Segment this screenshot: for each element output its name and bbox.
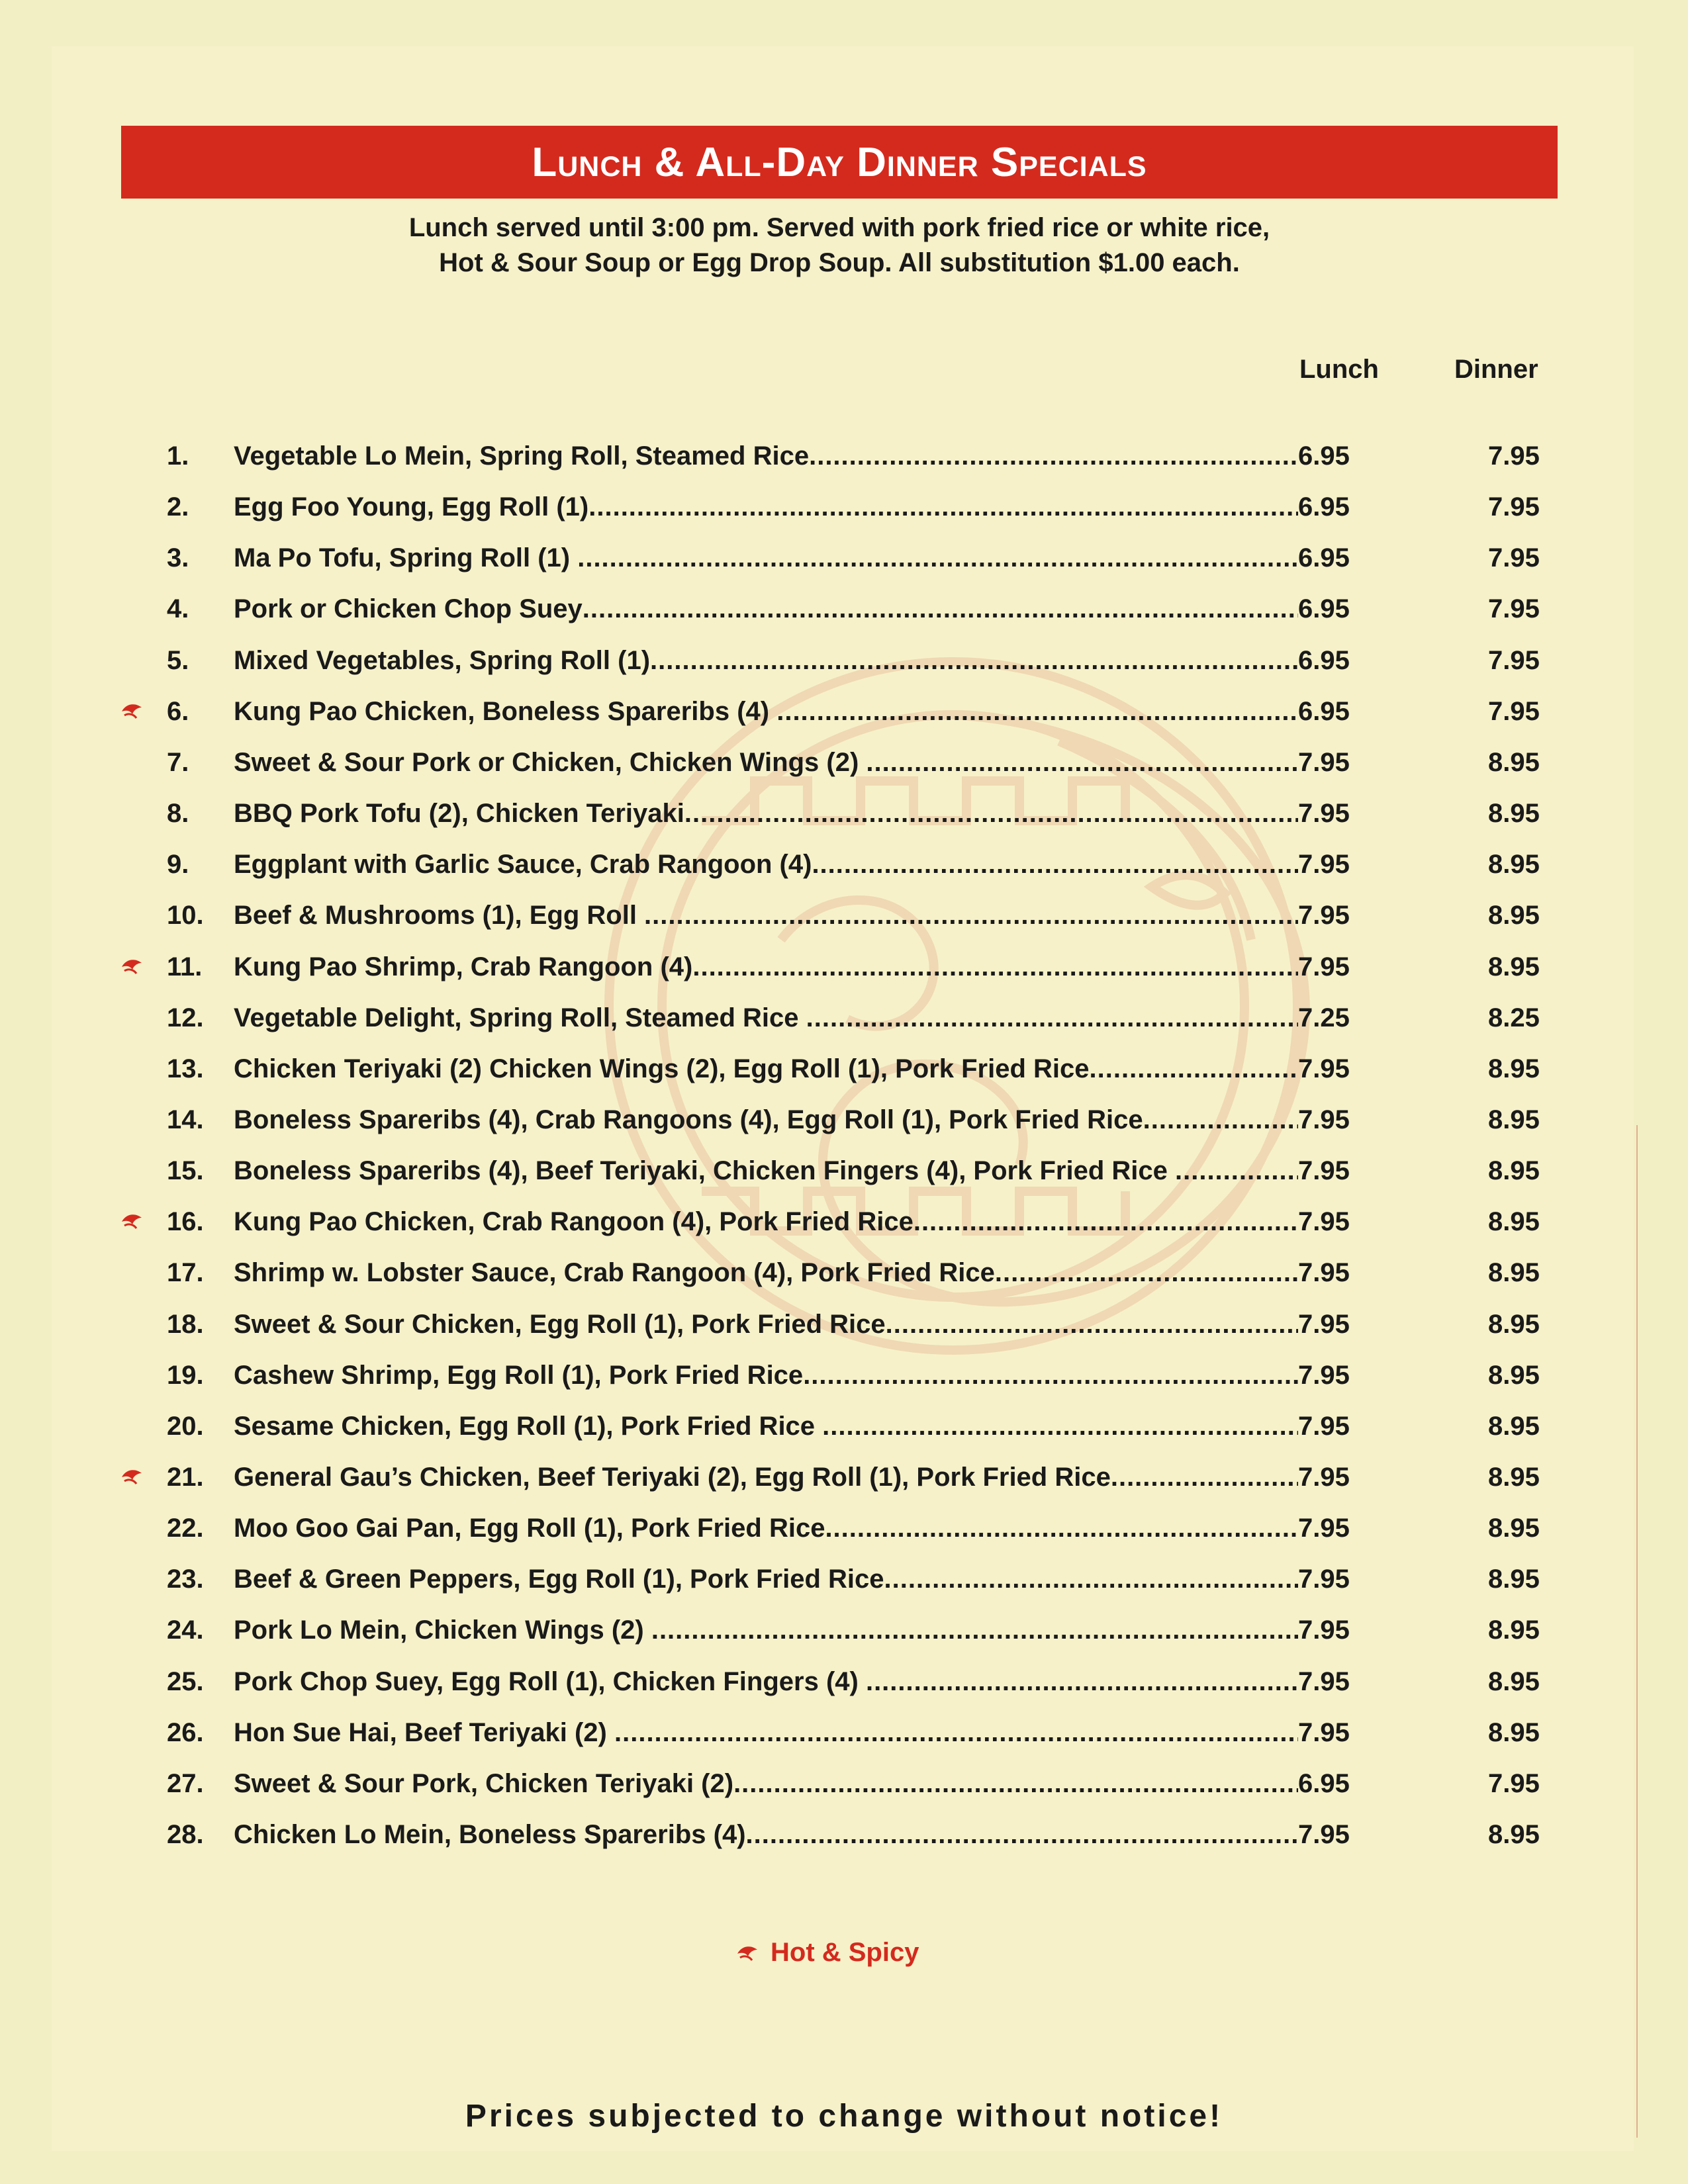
dot-leader bbox=[806, 1003, 1298, 1033]
intro-line-2: Hot & Sour Soup or Egg Drop Soup. All substitution $1.00 each. bbox=[439, 248, 1240, 277]
dinner-price: 8.95 bbox=[1488, 1309, 1540, 1339]
menu-item-row bbox=[0, 492, 1688, 532]
dot-leader bbox=[577, 543, 1298, 573]
item-name: Beef & Green Peppers, Egg Roll (1), Pork Fried Rice bbox=[234, 1565, 884, 1594]
hot-spicy-icon bbox=[119, 1467, 146, 1486]
dinner-price: 7.95 bbox=[1488, 1768, 1540, 1798]
item-number: 22. bbox=[167, 1514, 204, 1543]
dot-leader bbox=[995, 1258, 1298, 1288]
item-leader bbox=[234, 1514, 1298, 1543]
menu-item-row bbox=[0, 1003, 1688, 1043]
dot-leader bbox=[733, 1769, 1298, 1799]
lunch-price: 7.95 bbox=[1298, 901, 1350, 931]
menu-item-row bbox=[0, 1615, 1688, 1655]
menu-item-row bbox=[0, 952, 1688, 992]
item-number: 2. bbox=[167, 492, 189, 522]
item-leader bbox=[234, 799, 1298, 829]
menu-item-row bbox=[0, 543, 1688, 583]
item-name: Kung Pao Shrimp, Crab Rangoon (4) bbox=[234, 952, 693, 981]
menu-item-row bbox=[0, 1156, 1688, 1196]
dot-leader bbox=[866, 1667, 1298, 1697]
item-leader bbox=[234, 1258, 1298, 1288]
dot-leader bbox=[651, 1615, 1298, 1645]
dinner-price: 8.95 bbox=[1488, 1207, 1540, 1237]
dinner-price: 8.95 bbox=[1488, 850, 1540, 880]
menu-item-row bbox=[0, 1105, 1688, 1145]
hot-spicy-icon bbox=[119, 1211, 146, 1231]
item-leader bbox=[234, 1156, 1298, 1186]
dot-leader bbox=[644, 901, 1298, 931]
item-number: 27. bbox=[167, 1768, 204, 1798]
dinner-price: 7.95 bbox=[1488, 645, 1540, 675]
item-number: 5. bbox=[167, 645, 189, 675]
lunch-price: 7.95 bbox=[1298, 1105, 1350, 1134]
menu-item-row bbox=[0, 1207, 1688, 1247]
item-number: 7. bbox=[167, 747, 189, 777]
dot-leader bbox=[650, 646, 1298, 676]
item-leader bbox=[234, 1207, 1298, 1237]
item-number: 4. bbox=[167, 594, 189, 624]
item-number: 23. bbox=[167, 1565, 204, 1594]
menu-item-row bbox=[0, 901, 1688, 940]
dot-leader bbox=[1175, 1156, 1298, 1186]
item-name: Vegetable Delight, Spring Roll, Steamed Rice bbox=[234, 1003, 806, 1032]
lunch-price: 7.95 bbox=[1298, 850, 1350, 880]
hot-spicy-icon bbox=[119, 701, 146, 721]
item-name: BBQ Pork Tofu (2), Chicken Teriyaki bbox=[234, 799, 684, 829]
lunch-price: 7.95 bbox=[1298, 952, 1350, 981]
item-name: Vegetable Lo Mein, Spring Roll, Steamed Rice bbox=[234, 441, 810, 471]
dot-leader bbox=[812, 850, 1298, 880]
item-name: Pork Lo Mein, Chicken Wings (2) bbox=[234, 1615, 651, 1645]
dinner-price: 8.95 bbox=[1488, 1463, 1540, 1492]
dinner-price: 8.95 bbox=[1488, 1666, 1540, 1696]
item-number: 15. bbox=[167, 1156, 204, 1186]
dinner-price: 7.95 bbox=[1488, 492, 1540, 522]
dinner-price: 7.95 bbox=[1488, 594, 1540, 624]
item-name: Chicken Lo Mein, Boneless Spareribs (4) bbox=[234, 1820, 746, 1850]
lunch-price: 7.95 bbox=[1298, 1565, 1350, 1594]
item-name: Beef & Mushrooms (1), Egg Roll bbox=[234, 901, 645, 931]
dinner-price: 8.95 bbox=[1488, 1565, 1540, 1594]
dinner-price: 8.95 bbox=[1488, 1411, 1540, 1441]
item-number: 21. bbox=[167, 1463, 204, 1492]
dot-leader bbox=[746, 1820, 1298, 1850]
dinner-price: 8.95 bbox=[1488, 1105, 1540, 1134]
dinner-price: 8.95 bbox=[1488, 799, 1540, 829]
item-number: 13. bbox=[167, 1054, 204, 1083]
item-number: 17. bbox=[167, 1258, 204, 1288]
menu-item-row bbox=[0, 441, 1688, 481]
item-leader bbox=[234, 901, 1298, 931]
item-number: 11. bbox=[167, 952, 203, 981]
hot-spicy-icon bbox=[119, 956, 146, 976]
dot-leader bbox=[825, 1514, 1298, 1543]
item-leader bbox=[234, 1820, 1298, 1850]
lunch-price: 6.95 bbox=[1298, 492, 1350, 522]
dot-leader bbox=[684, 799, 1298, 829]
dinner-column-header: Dinner bbox=[1454, 355, 1538, 384]
item-leader bbox=[234, 492, 1298, 522]
item-name: Hon Sue Hai, Beef Teriyaki (2) bbox=[234, 1717, 614, 1747]
lunch-price: 7.95 bbox=[1298, 1258, 1350, 1288]
menu-item-row bbox=[0, 1565, 1688, 1604]
lunch-price: 7.95 bbox=[1298, 1615, 1350, 1645]
intro-text bbox=[121, 210, 1558, 281]
item-number: 19. bbox=[167, 1360, 204, 1390]
item-leader bbox=[234, 1615, 1298, 1645]
lunch-price: 7.95 bbox=[1298, 1156, 1350, 1186]
item-leader bbox=[234, 646, 1298, 676]
item-name: Boneless Spareribs (4), Beef Teriyaki, Chicken Fingers (4), Pork Fried Rice bbox=[234, 1156, 1175, 1186]
item-leader bbox=[234, 748, 1298, 778]
dot-leader bbox=[822, 1412, 1298, 1441]
item-number: 28. bbox=[167, 1820, 204, 1850]
item-name: Ma Po Tofu, Spring Roll (1) bbox=[234, 543, 578, 573]
lunch-price: 7.95 bbox=[1298, 1054, 1350, 1083]
item-number: 3. bbox=[167, 543, 189, 573]
dot-leader bbox=[692, 952, 1298, 982]
dinner-price: 8.95 bbox=[1488, 1054, 1540, 1083]
dinner-price: 7.95 bbox=[1488, 543, 1540, 573]
item-name: Cashew Shrimp, Egg Roll (1), Pork Fried Rice bbox=[234, 1360, 804, 1390]
spicy-legend bbox=[735, 1938, 919, 1968]
legend-label: Hot & Spicy bbox=[771, 1938, 919, 1967]
title-banner bbox=[121, 126, 1558, 199]
lunch-price: 7.95 bbox=[1298, 1717, 1350, 1747]
item-number: 24. bbox=[167, 1615, 204, 1645]
lunch-price: 7.95 bbox=[1298, 799, 1350, 829]
lunch-price: 6.95 bbox=[1298, 645, 1350, 675]
item-leader bbox=[234, 1463, 1298, 1492]
menu-item-row bbox=[0, 646, 1688, 686]
item-name: Sesame Chicken, Egg Roll (1), Pork Fried Rice bbox=[234, 1411, 823, 1441]
dot-leader bbox=[588, 492, 1298, 522]
item-number: 6. bbox=[167, 696, 189, 726]
item-name: Egg Foo Young, Egg Roll (1) bbox=[234, 492, 589, 522]
item-number: 10. bbox=[167, 901, 204, 931]
item-number: 18. bbox=[167, 1309, 204, 1339]
menu-item-row bbox=[0, 1361, 1688, 1400]
item-leader bbox=[234, 543, 1298, 573]
dot-leader bbox=[914, 1207, 1298, 1237]
dot-leader bbox=[803, 1361, 1298, 1390]
lunch-price: 7.95 bbox=[1298, 1514, 1350, 1543]
item-name: Boneless Spareribs (4), Crab Rangoons (4), Egg Roll (1), Pork Fried Rice bbox=[234, 1105, 1143, 1134]
item-leader bbox=[234, 1361, 1298, 1390]
lunch-column-header: Lunch bbox=[1299, 355, 1379, 384]
item-leader bbox=[234, 1718, 1298, 1748]
dinner-price: 7.95 bbox=[1488, 696, 1540, 726]
dinner-price: 7.95 bbox=[1488, 441, 1540, 471]
item-leader bbox=[234, 1003, 1298, 1033]
dot-leader bbox=[866, 748, 1298, 778]
menu-item-row bbox=[0, 1310, 1688, 1349]
dot-leader bbox=[614, 1718, 1298, 1748]
dot-leader bbox=[1090, 1054, 1298, 1084]
dot-leader bbox=[1111, 1463, 1298, 1492]
item-number: 16. bbox=[167, 1207, 204, 1237]
item-number: 25. bbox=[167, 1666, 204, 1696]
item-leader bbox=[234, 1565, 1298, 1594]
item-name: Sweet & Sour Chicken, Egg Roll (1), Pork Fried Rice bbox=[234, 1309, 886, 1339]
item-name: Eggplant with Garlic Sauce, Crab Rangoon (4) bbox=[234, 850, 812, 880]
lunch-price: 6.95 bbox=[1298, 696, 1350, 726]
dinner-price: 8.95 bbox=[1488, 1820, 1540, 1850]
lunch-price: 7.95 bbox=[1298, 1463, 1350, 1492]
item-name: Shrimp w. Lobster Sauce, Crab Rangoon (4), Pork Fried Rice bbox=[234, 1258, 995, 1288]
item-leader bbox=[234, 594, 1298, 624]
dinner-price: 8.95 bbox=[1488, 1156, 1540, 1186]
dot-leader bbox=[884, 1565, 1298, 1594]
item-number: 1. bbox=[167, 441, 189, 471]
lunch-price: 6.95 bbox=[1298, 441, 1350, 471]
item-leader bbox=[234, 1769, 1298, 1799]
menu-item-row bbox=[0, 1514, 1688, 1553]
item-leader bbox=[234, 1667, 1298, 1697]
item-name: Chicken Teriyaki (2) Chicken Wings (2), Egg Roll (1), Pork Fried Rice bbox=[234, 1054, 1090, 1083]
lunch-price: 7.95 bbox=[1298, 1309, 1350, 1339]
menu-item-row bbox=[0, 1463, 1688, 1502]
menu-item-row bbox=[0, 1820, 1688, 1860]
dot-leader bbox=[1143, 1105, 1298, 1135]
price-notice: Prices subjected to change without notice! bbox=[465, 2099, 1223, 2134]
dot-leader bbox=[809, 441, 1298, 471]
item-name: Pork or Chicken Chop Suey bbox=[234, 594, 583, 624]
dinner-price: 8.95 bbox=[1488, 1717, 1540, 1747]
menu-item-row bbox=[0, 1769, 1688, 1809]
item-name: General Gau’s Chicken, Beef Teriyaki (2), Egg Roll (1), Pork Fried Rice bbox=[234, 1463, 1111, 1492]
item-number: 8. bbox=[167, 799, 189, 829]
hot-spicy-icon bbox=[735, 1943, 761, 1963]
intro-line-1: Lunch served until 3:00 pm. Served with pork fried rice or white rice, bbox=[408, 213, 1270, 242]
lunch-price: 7.95 bbox=[1298, 747, 1350, 777]
item-leader bbox=[234, 697, 1298, 727]
item-leader bbox=[234, 1105, 1298, 1135]
item-name: Kung Pao Chicken, Boneless Spareribs (4) bbox=[234, 696, 777, 726]
lunch-price: 7.25 bbox=[1298, 1003, 1350, 1032]
lunch-price: 7.95 bbox=[1298, 1207, 1350, 1237]
item-name: Kung Pao Chicken, Crab Rangoon (4), Pork Fried Rice bbox=[234, 1207, 914, 1237]
dinner-price: 8.95 bbox=[1488, 1514, 1540, 1543]
dinner-price: 8.95 bbox=[1488, 1258, 1540, 1288]
menu-item-row bbox=[0, 1667, 1688, 1707]
menu-item-row bbox=[0, 1258, 1688, 1298]
dot-leader bbox=[776, 697, 1298, 727]
item-leader bbox=[234, 1412, 1298, 1441]
item-name: Sweet & Sour Pork, Chicken Teriyaki (2) bbox=[234, 1768, 734, 1798]
item-leader bbox=[234, 1310, 1298, 1340]
menu-item-row bbox=[0, 1718, 1688, 1758]
item-leader bbox=[234, 850, 1298, 880]
menu-item-row bbox=[0, 1412, 1688, 1451]
item-name: Pork Chop Suey, Egg Roll (1), Chicken Fingers (4) bbox=[234, 1666, 866, 1696]
item-number: 26. bbox=[167, 1717, 204, 1747]
item-number: 9. bbox=[167, 850, 189, 880]
menu-item-row bbox=[0, 850, 1688, 889]
lunch-price: 7.95 bbox=[1298, 1820, 1350, 1850]
item-number: 12. bbox=[167, 1003, 204, 1032]
menu-item-row bbox=[0, 748, 1688, 788]
dot-leader bbox=[583, 594, 1298, 624]
dinner-price: 8.25 bbox=[1488, 1003, 1540, 1032]
dot-leader bbox=[886, 1310, 1298, 1340]
item-leader bbox=[234, 1054, 1298, 1084]
dinner-price: 8.95 bbox=[1488, 747, 1540, 777]
item-name: Sweet & Sour Pork or Chicken, Chicken Wings (2) bbox=[234, 747, 867, 777]
menu-item-row bbox=[0, 594, 1688, 634]
menu-item-row bbox=[0, 799, 1688, 839]
item-number: 14. bbox=[167, 1105, 204, 1134]
item-leader bbox=[234, 441, 1298, 471]
lunch-price: 6.95 bbox=[1298, 1768, 1350, 1798]
dinner-price: 8.95 bbox=[1488, 901, 1540, 931]
dinner-price: 8.95 bbox=[1488, 952, 1540, 981]
lunch-price: 7.95 bbox=[1298, 1411, 1350, 1441]
lunch-price: 6.95 bbox=[1298, 543, 1350, 573]
item-name: Mixed Vegetables, Spring Roll (1) bbox=[234, 645, 651, 675]
lunch-price: 6.95 bbox=[1298, 594, 1350, 624]
lunch-price: 7.95 bbox=[1298, 1360, 1350, 1390]
item-name: Moo Goo Gai Pan, Egg Roll (1), Pork Fried Rice bbox=[234, 1514, 825, 1543]
dinner-price: 8.95 bbox=[1488, 1615, 1540, 1645]
dinner-price: 8.95 bbox=[1488, 1360, 1540, 1390]
item-leader bbox=[234, 952, 1298, 982]
page-title: Lunch & All-Day Dinner Specials bbox=[532, 139, 1147, 185]
lunch-price: 7.95 bbox=[1298, 1666, 1350, 1696]
item-number: 20. bbox=[167, 1411, 204, 1441]
menu-item-row bbox=[0, 697, 1688, 737]
menu-item-row bbox=[0, 1054, 1688, 1094]
